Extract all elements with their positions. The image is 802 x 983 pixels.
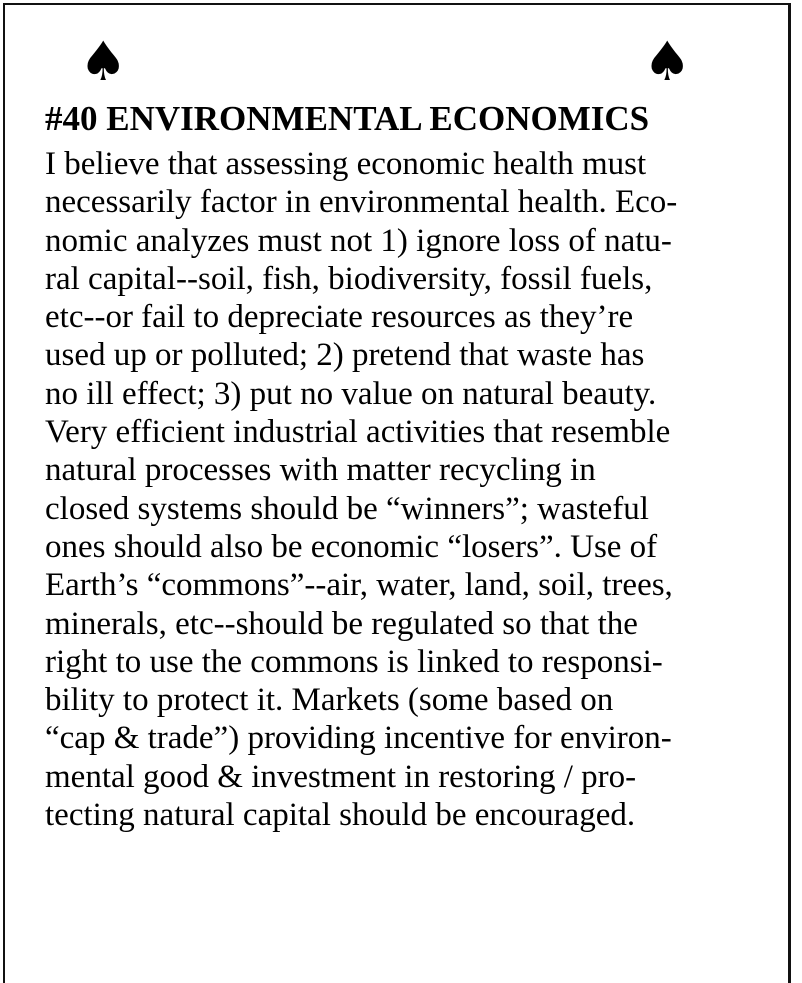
issue-card xyxy=(3,3,791,983)
body-line: ones should also be economic “losers”. Use of xyxy=(45,528,658,565)
body-line: bility to protect it. Markets (some based on xyxy=(45,682,614,719)
body-line: nomic analyzes must not 1) ignore loss of natu- xyxy=(45,222,672,259)
body-line: I believe that assessing economic health must xyxy=(45,146,647,182)
card-body xyxy=(45,145,677,834)
body-line: ral capital--soil, fish, biodiversity, fossil fuels, xyxy=(45,260,653,297)
body-line: no ill effect; 3) put no value on natural beauty. xyxy=(45,375,657,412)
card-heading: #40 ENVIRONMENTAL ECONOMICS xyxy=(45,99,650,138)
body-line: natural processes with matter recycling in xyxy=(45,452,596,489)
body-line: “cap & trade”) providing incentive for environ- xyxy=(45,720,672,757)
body-line: etc--or fail to depreciate resources as they’re xyxy=(45,299,634,336)
body-line: used up or polluted; 2) pretend that waste has xyxy=(45,337,645,374)
body-line: Very efficient industrial activities that resemble xyxy=(45,414,671,451)
spade-icon-right: ♠ xyxy=(643,30,692,93)
body-line: necessarily factor in environmental health. Eco- xyxy=(45,184,678,221)
body-line: mental good & investment in restoring / pro- xyxy=(45,758,637,795)
body-line: closed systems should be “winners”; wasteful xyxy=(45,490,649,527)
body-line: minerals, etc--should be regulated so that the xyxy=(45,605,638,642)
spade-icon-left: ♠ xyxy=(79,30,128,93)
body-line: tecting natural capital should be encouraged. xyxy=(45,797,636,834)
body-line: Earth’s “commons”--air, water, land, soil, trees, xyxy=(45,567,673,604)
body-line: right to use the commons is linked to responsi- xyxy=(45,643,663,680)
